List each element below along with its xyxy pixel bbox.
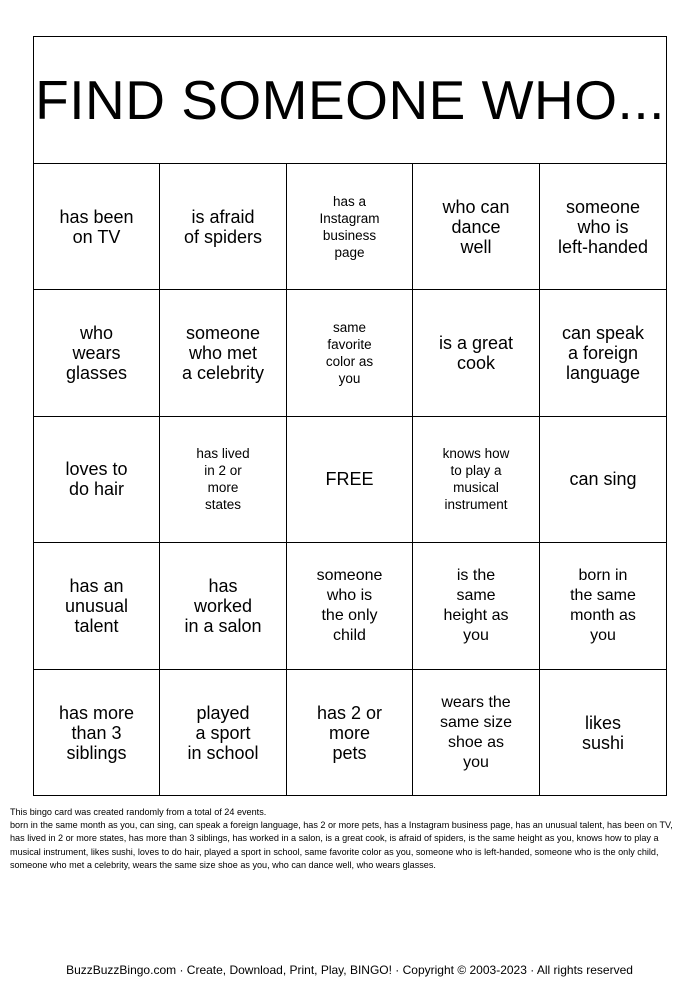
bingo-grid xyxy=(34,164,666,796)
bingo-cell: has been on TV xyxy=(34,164,160,290)
bingo-cell: has 2 or more pets xyxy=(287,670,413,796)
bingo-cell: wears the same size shoe as you xyxy=(413,670,540,796)
bingo-cell: who can dance well xyxy=(413,164,540,290)
bingo-cell: can speak a foreign language xyxy=(540,290,666,416)
bingo-cell: has an unusual talent xyxy=(34,543,160,669)
bingo-cell: likes sushi xyxy=(581,712,625,753)
events-count-text: This bingo card was created randomly from a total of 24 events. xyxy=(10,807,267,817)
bingo-cell: played a sport in school xyxy=(160,670,287,796)
bingo-cell: knows how to play a musical instrument xyxy=(413,417,540,543)
bingo-cell: loves to do hair xyxy=(34,417,160,543)
bingo-cell: is a great cook xyxy=(413,290,540,416)
bingo-cell: someone who met a celebrity xyxy=(160,290,287,416)
bingo-cell: who wears glasses xyxy=(34,290,160,416)
bingo-cell: someone who is the only child xyxy=(287,543,413,669)
bingo-cell: someone who is left-handed xyxy=(540,164,666,290)
bingo-free-space: FREE xyxy=(287,417,413,543)
events-list-text: born in the same month as you, can sing, can speak a foreign language, has 2 or more pets, has a Instagram business page, has an unusual talent, has been on TV, has lived in 2 or more states, has more than 3 siblings, has worked in a salon, is a great cook, is afraid of spiders, is the same height as you, knows how to play a musical instrument, likes sushi, loves to do hair, played a sport in school, same favorite color as you, someone who is left-handed, someone who is the only child, someone who met a celebrity, wears the same size shoe as you, who can dance well, who wears glasses. xyxy=(10,820,673,870)
title-row xyxy=(34,37,666,164)
events-note xyxy=(10,806,689,872)
card-title: FIND SOMEONE WHO... xyxy=(35,68,665,131)
bingo-card xyxy=(33,36,667,796)
bingo-cell: same favorite color as you xyxy=(287,290,413,416)
bingo-cell: can sing xyxy=(540,417,666,543)
bingo-cell: has worked in a salon xyxy=(160,543,287,669)
bingo-cell: has lived in 2 or more states xyxy=(160,417,287,543)
bingo-cell: has more than 3 siblings xyxy=(34,670,160,796)
bingo-cell: born in the same month as you xyxy=(540,543,666,669)
bingo-cell: is afraid of spiders xyxy=(160,164,287,290)
bingo-cell: is the same height as you xyxy=(413,543,540,669)
bingo-cell: has a Instagram business page xyxy=(287,164,413,290)
copyright-footer: BuzzBuzzBingo.com · Create, Download, Print, Play, BINGO! · Copyright © 2003-2023 · All rights reserved xyxy=(66,963,633,977)
